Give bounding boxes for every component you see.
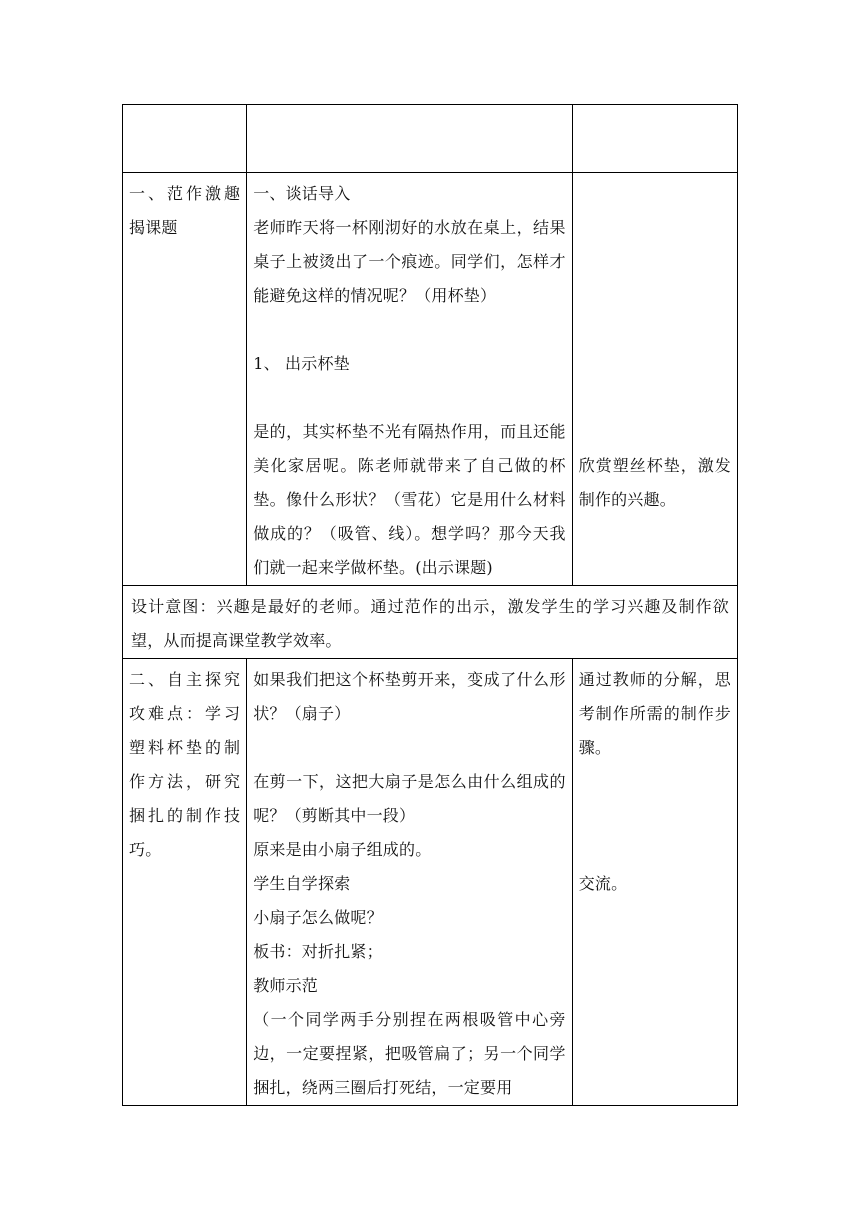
student-cell-explore xyxy=(572,659,737,1106)
paragraph: 学生自学探索 xyxy=(253,874,351,893)
design-intent-text: 设计意图：兴趣是最好的老师。通过范作的出示，激发学生的学习兴趣及制作欲望，从而提高课堂教学效率。 xyxy=(131,597,729,650)
section-heading: 一、谈话导入 xyxy=(253,184,351,203)
student-cell-intro xyxy=(572,173,737,586)
stage-text: 一、范作激趣揭课题 xyxy=(129,184,241,237)
paragraph: 老师昨天将一杯刚沏好的水放在桌上，结果桌子上被烫出了一个痕迹。同学们，怎样才能避免这样的情况呢？（用杯垫） xyxy=(253,218,566,305)
table-row-empty xyxy=(123,105,738,173)
paragraph: 在剪一下，这把大扇子是怎么由什么组成的呢？（剪断其中一段） xyxy=(253,772,566,825)
paragraph: 小扇子怎么做呢？ xyxy=(253,908,383,927)
paragraph: （一个同学两手分别捏在两根吸管中心旁边，一定要捏紧，把吸管扁了；另一个同学捆扎，绕两三圈后打死结，一定要用 xyxy=(253,1010,566,1097)
student-text: 欣赏塑丝杯垫，激发制作的兴趣。 xyxy=(578,456,731,509)
paragraph: 是的，其实杯垫不光有隔热作用，而且还能美化家居呢。陈老师就带来了自己做的杯垫。像什么形状？（雪花）它是用什么材料做成的？（吸管、线）。想学吗？那今天我们就一起来学做杯垫。(出示课题) xyxy=(253,422,566,577)
empty-cell-teacher xyxy=(247,105,573,173)
student-text: 通过教师的分解，思考制作所需的制作步骤。 xyxy=(578,670,731,757)
teacher-cell-intro xyxy=(247,173,573,586)
lesson-plan-table xyxy=(122,104,738,1106)
design-intent-cell xyxy=(123,586,738,659)
student-text: 交流。 xyxy=(578,874,628,893)
empty-cell-student xyxy=(572,105,737,173)
paragraph: 原来是由小扇子组成的。 xyxy=(253,840,432,859)
stage-cell-intro xyxy=(123,173,247,586)
table-row-design-intent xyxy=(123,586,738,659)
teacher-cell-explore xyxy=(247,659,573,1106)
stage-text: 二、自主探究攻难点：学习塑料杯垫的制作方法，研究捆扎的制作技巧。 xyxy=(129,670,241,859)
table-row-explore xyxy=(123,659,738,1106)
paragraph: 板书：对折扎紧； xyxy=(253,942,383,961)
paragraph: 如果我们把这个杯垫剪开来，变成了什么形状？（扇子） xyxy=(253,670,566,723)
stage-cell-explore xyxy=(123,659,247,1106)
list-item: 1、 出示杯垫 xyxy=(253,354,350,373)
table-row-intro xyxy=(123,173,738,586)
paragraph: 教师示范 xyxy=(253,976,318,995)
empty-cell-stage xyxy=(123,105,247,173)
